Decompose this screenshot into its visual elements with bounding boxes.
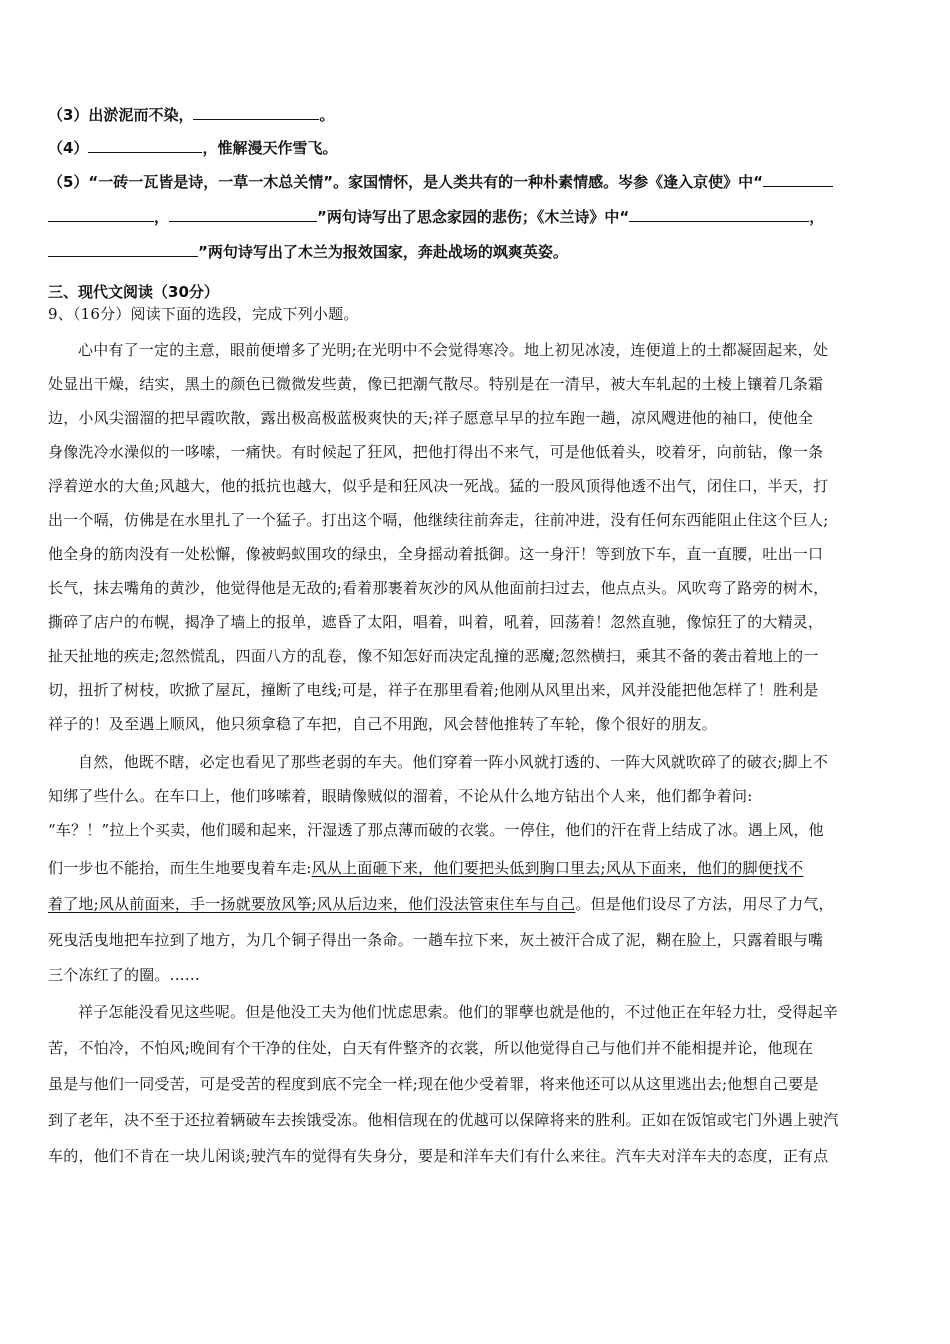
passage-text: 。但是他们设尽了方法，用尽了力气， bbox=[575, 895, 834, 913]
passage-line: 出一个嗝，仿佛是在水里扎了一个猛子。打出这个嗝，他继续往前奔走，往前冲进，没有任何东西能阻止住这个巨人; bbox=[48, 511, 829, 529]
passage-line: 撕碎了店户的布幌，揭净了墙上的报单，遮昏了太阳，唱着，叫着，吼着，回荡着！忽然直驰，像惊狂了的大精灵， bbox=[48, 613, 824, 631]
passage-line: 苦，不怕冷，不怕风;晚间有个干净的住处，白天有件整齐的衣裳，所以他觉得自己与他们并不能相提并论，他现在 bbox=[48, 1039, 814, 1057]
question-3-suffix: 。 bbox=[319, 106, 335, 124]
passage-line: 浮着逆水的大鱼;风越大，他的抵抗也越大，似乎是和狂风决一死战。猛的一股风顶得他透不出气，闭住口，半天，打 bbox=[48, 477, 829, 495]
passage-line: 知绑了些什么。在车口上，他们哆嗦着，眼睛像贼似的溜着，不论从什么地方钻出个人来，他们都争着问: bbox=[48, 787, 753, 805]
question-5-line-3 bbox=[48, 241, 568, 262]
question-4-prefix: （4） bbox=[48, 139, 89, 157]
passage-line: 祥子的！及至遇上顺风，他只须拿稳了车把，自己不用跑，风会替他推转了车轮，像个很好的朋友。 bbox=[48, 715, 717, 733]
question-5-text: （5）“一砖一瓦皆是诗，一草一木总关情”。家国情怀，是人类共有的一种朴素情感。岑参《逢入京使》中“ bbox=[48, 173, 764, 191]
answer-blank[interactable] bbox=[48, 206, 154, 222]
passage-line-underlined-start bbox=[48, 858, 803, 878]
question-9-intro: 9、（16分）阅读下面的选段，完成下列小题。 bbox=[48, 305, 359, 323]
answer-blank[interactable] bbox=[48, 241, 198, 257]
question-4 bbox=[48, 137, 337, 158]
question-5-end-text: ”两句诗写出了木兰为报效国家，奔赴战场的飒爽英姿。 bbox=[198, 243, 568, 261]
passage-line: 心中有了一定的主意，眼前便增多了光明;在光明中不会觉得寒冷。地上初见冰凌，连便道上的土都凝固起来，处 bbox=[78, 341, 829, 359]
answer-blank[interactable] bbox=[763, 171, 833, 187]
underlined-sentence: 着了地;风从前面来，手一扬就要放风筝;风从后边来，他们没法管束住车与自己 bbox=[48, 895, 576, 913]
comma: ， bbox=[154, 208, 170, 226]
answer-blank[interactable] bbox=[169, 206, 317, 222]
comma: ， bbox=[809, 208, 825, 226]
question-4-text: ，惟解漫天作雪飞。 bbox=[202, 139, 338, 157]
question-5-line-2 bbox=[48, 206, 824, 227]
section-heading: 三、现代文阅读（30分） bbox=[48, 283, 219, 301]
passage-line: 他全身的筋肉没有一处松懈，像被蚂蚁围攻的绿虫，全身摇动着抵御。这一身汗！等到放下车，直一直腰，吐出一口 bbox=[48, 545, 824, 563]
passage-line: 祥子怎能没看见这些呢。但是他没工夫为他们忧虑思索。他们的罪孽也就是他的，不过他正在年轻力壮，受得起辛 bbox=[78, 1003, 839, 1021]
passage-line: “车？！”拉上个买卖，他们暖和起来，汗湿透了那点薄而破的衣裳。一停住，他们的汗在背上结成了冰。遇上风，他 bbox=[48, 821, 824, 839]
passage-line: 长气，抹去嘴角的黄沙，他觉得他是无敌的;看着那裹着灰沙的风从他面前扫过去，他点点头。风吹弯了路旁的树木， bbox=[48, 579, 829, 597]
passage-line: 扯天扯地的疾走;忽然慌乱，四面八方的乱卷，像不知怎好而决定乱撞的恶魔;忽然横扫，乘其不备的袭击着地上的一 bbox=[48, 647, 819, 665]
passage-line: 车的，他们不肯在一块儿闲谈;驶汽车的觉得有失身分，要是和洋车夫们有什么来往。汽车夫对洋车夫的态度，正有点 bbox=[48, 1147, 829, 1165]
underlined-sentence: 风从上面砸下来，他们要把头低到胸口里去;风从下面来，他们的脚便找不 bbox=[311, 859, 804, 877]
passage-line: 虽是与他们一同受苦，可是受苦的程度到底不完全一样;现在他少受着罪，将来他还可以从这里逃出去;他想自己要是 bbox=[48, 1075, 819, 1093]
question-3 bbox=[48, 104, 334, 125]
passage-line: 身像洗冷水澡似的一哆嗦，一痛快。有时候起了狂风，把他打得出不来气，可是他低着头，咬着牙，向前钻，像一条 bbox=[48, 443, 824, 461]
answer-blank[interactable] bbox=[629, 206, 809, 222]
passage-line: 自然，他既不瞎，必定也看见了那些老弱的车夫。他们穿着一阵小风就打透的、一阵大风就吹碎了的破衣;脚上不 bbox=[78, 753, 829, 771]
answer-blank[interactable] bbox=[88, 137, 202, 153]
passage-line: 边，小风尖溜溜的把早霞吹散，露出极高极蓝极爽快的天;祥子愿意早早的拉车跑一趟，凉风飕进他的袖口，使他全 bbox=[48, 409, 814, 427]
passage-line: 死曳活曳地把车拉到了地方，为几个铜子得出一条命。一趟车拉下来，灰土被汗合成了泥，糊在脸上，只露着眼与嘴 bbox=[48, 931, 824, 949]
passage-line-underlined-end bbox=[48, 894, 834, 914]
passage-line: 处显出干燥，结实，黑土的颜色已微微发些黄，像已把潮气散尽。特别是在一清早，被大车轧起的土棱上镶着几条霜 bbox=[48, 375, 824, 393]
question-5-line-1 bbox=[48, 171, 833, 192]
passage-line: 切，扭折了树枝，吹掀了屋瓦，撞断了电线;可是，祥子在那里看着;他刚从风里出来，风并没能把他怎样了！胜利是 bbox=[48, 681, 819, 699]
passage-line: 到了老年，决不至于还拉着辆破车去挨饿受冻。他相信现在的优越可以保障将来的胜利。正如在饭馆或宅门外遇上驶汽 bbox=[48, 1111, 839, 1129]
passage-line: 三个冻红了的圈。…… bbox=[48, 966, 201, 984]
answer-blank[interactable] bbox=[193, 104, 319, 120]
passage-text: 们一步也不能抬，而生生地要曳着车走: bbox=[48, 859, 312, 877]
question-3-text: （3）出淤泥而不染， bbox=[48, 106, 194, 124]
question-5-mid-text: ”两句诗写出了思念家园的悲伤；《木兰诗》中“ bbox=[317, 208, 630, 226]
